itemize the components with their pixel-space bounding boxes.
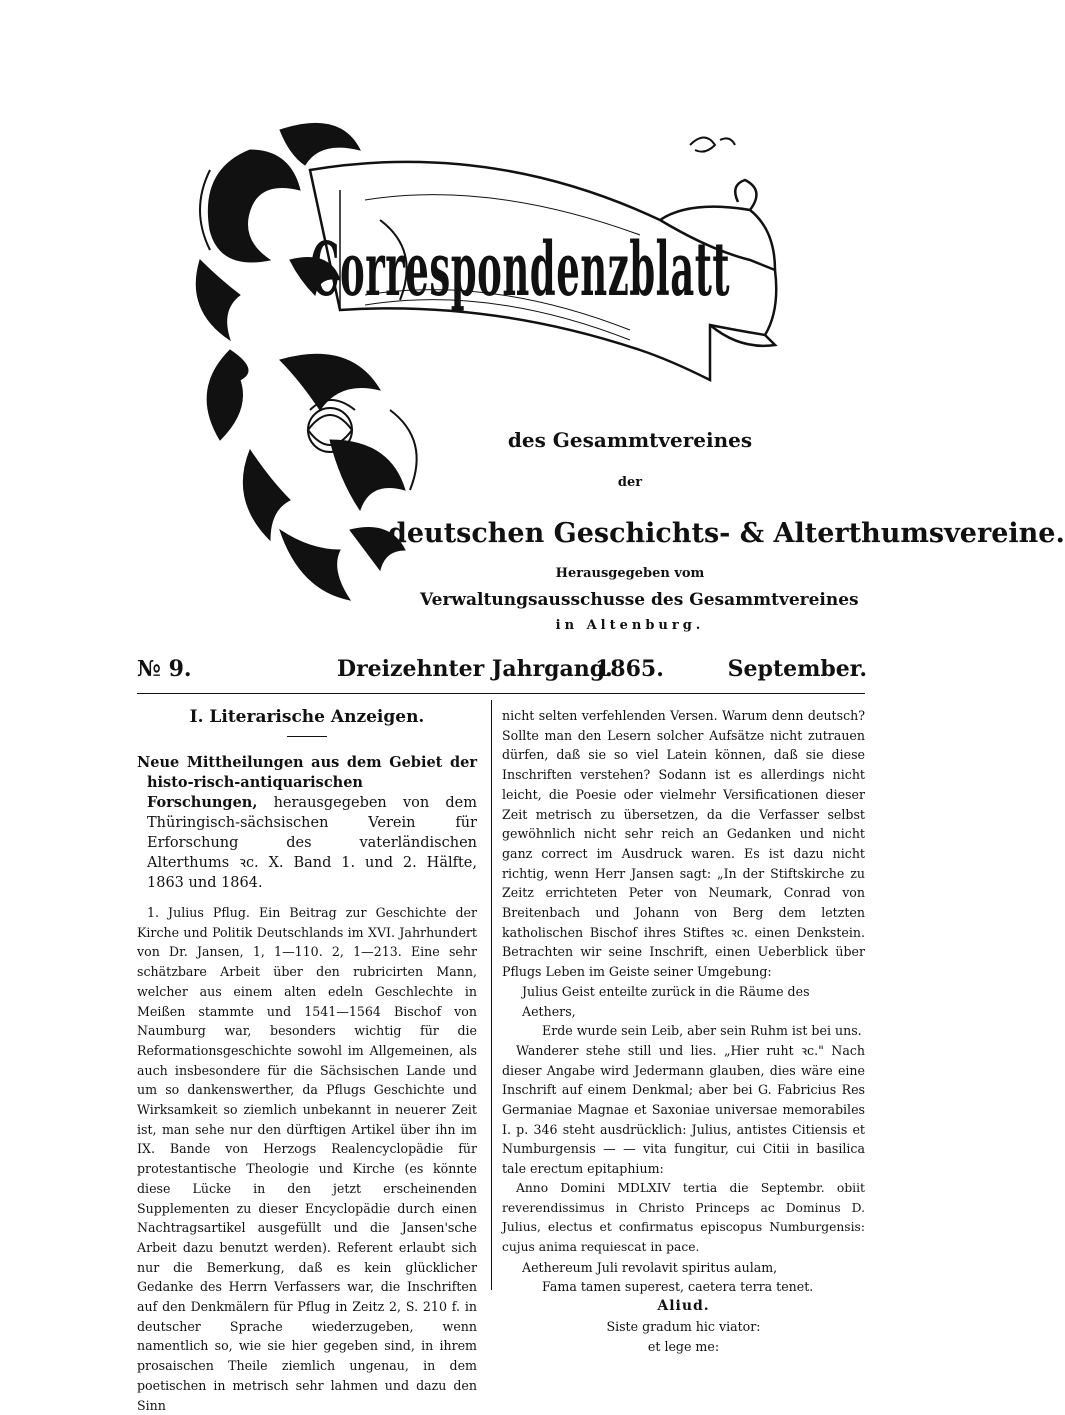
section-rule bbox=[287, 736, 327, 737]
section-heading: I. Literarische Anzeigen. bbox=[189, 707, 425, 727]
verse-line1: Julius Geist enteilte zurück in die Räume des Aethers, bbox=[522, 983, 810, 1019]
left-column bbox=[137, 706, 477, 1415]
review-title-bold: Neue Mittheilungen aus dem Gebiet der histo-risch-antiquarischen Forschungen, bbox=[137, 754, 477, 811]
issue-month: September. bbox=[727, 656, 867, 682]
right-paragraph2: Wanderer stehe still und lies. „Hier ruht ꝛc." Nach dieser Angabe wird Jedermann glauben, dies wäre eine Inschrift auf einem Denkmal; aber bei G. Fabricius Res Germaniae Magnae et Saxoniae universae memorabiles I. p. 346 steht ausdrücklich: Julius, antistes Citiensis et Numburgensis — — vita fungitur, cui Citii in basilica tale erectum epitaphium: bbox=[502, 1042, 865, 1177]
issue-year: 1865. bbox=[595, 656, 664, 682]
latin-epitaph: Anno Domini MDLXIV tertia die Septembr. obiit reverendissimus in Christo Princeps ac Dominus D. Julius, electus et confirmatus episcopus Numburgensis: cujus anima requiescat in pace. bbox=[502, 1180, 865, 1254]
review-title bbox=[137, 753, 477, 893]
aliud-heading: Aliud. bbox=[657, 1298, 710, 1315]
masthead-subtitle-line2: deutschen Geschichts- & Alterthumsvereine. bbox=[388, 518, 1065, 549]
header-rule bbox=[137, 693, 865, 694]
right-paragraph1: nicht selten verfehlenden Versen. Warum denn deutsch? Sollte man den Lesern solcher Aufsätze nicht zutrauen dürfen, daß sie so viel Latein können, daß sie diese Inschriften verstehen? Sodann ist es allerdings nicht leicht, die Poesie oder vielmehr Versificationen dieser Zeit metrisch zu übersetzen, da die Verfasser selbst gewöhnlich nicht sehr reich an Gedanken und nicht ganz correct im Ausdruck waren. Es ist dazu nicht richtig, wenn Herr Jansen sagt: „In der Stiftskirche zu Zeitz errichteten Peter von Neumark, Conrad von Breitenbach und Johann von Berg dem letzten katholischen Bischof ihres Stiftes ꝛc. einen Denkstein. Betrachten wir seine Inschrift, einen Ueberblick über Pflugs Leben im Geiste seiner Umgebung: bbox=[502, 708, 865, 980]
review-body: 1. Julius Pflug. Ein Beitrag zur Geschichte der Kirche und Politik Deutschlands im XVI. Jahrhundert von Dr. Jansen, 1, 1—110. 2, 1—213. Eine sehr schätzbare Arbeit über den rubricirten Mann, welcher aus einem alten edeln Geschlechte in Meißen stammte und 1541—1564 Bischof von Naumburg war, besonders wichtig für die Reformationsgeschichte sowohl im Allgemeinen, als auch insbesondere für die Sächsischen Lande und um so dankenswerther, da Pflugs Geschichte und Wirksamkeit so ziemlich unbekannt in neuerer Zeit ist, man sehe nur den dürftigen Artikel über ihn im IX. Bande von Herzogs Realencyclopädie für protestantische Theologie und Kirche (es könnte diese Lücke in den jetzt erscheinenden Supplementen zu dieser Encyclopädie durch einen Nachtragsartikel ausgefüllt und die Jansen'sche Arbeit dazu benutzt werden). Referent erlaubt sich nur die Bemerkung, daß es kein glücklicher Gedanke des Herrn Verfassers war, die Inschriften auf den Denkmälern für Pflug in Zeitz 2, S. 210 f. in deutscher Sprache wiederzugeben, wenn namentlich so, wie sie hier gegeben sind, in ihrem prosaischen Theile ziemlich ungenau, in dem poetischen in metrisch sehr lahmen und dazu den Sinn bbox=[137, 905, 477, 1413]
closing-line2: et lege me: bbox=[647, 1338, 720, 1354]
latin-verse2: Fama tamen superest, caetera terra tenet. bbox=[542, 1279, 814, 1295]
latin-verse1: Aethereum Juli revolavit spiritus aulam, bbox=[522, 1259, 778, 1275]
publisher-line1: Herausgegeben vom bbox=[555, 566, 705, 581]
issue-number: № 9. bbox=[137, 656, 192, 682]
right-column bbox=[502, 706, 865, 1356]
issue-volume: Dreizehnter Jahrgang. bbox=[337, 656, 613, 682]
closing-line1: Siste gradum hic viator: bbox=[606, 1318, 761, 1334]
publisher-line2: Verwaltungsausschusse des Gesammtvereines bbox=[420, 590, 859, 610]
column-divider bbox=[491, 700, 492, 1290]
masthead-title: Correspondenzblatt bbox=[310, 227, 730, 313]
masthead-subtitle-line1: des Gesammtvereines bbox=[507, 428, 753, 452]
review-title-rest: herausgegeben von dem Thüringisch-sächsischen Verein für Erforschung des vaterländischen Alterthums ꝛc. X. Band 1. und 2. Hälfte, 1863 und 1864. bbox=[147, 795, 477, 891]
publisher-line3: in Altenburg. bbox=[555, 618, 705, 633]
verse-line2: Erde wurde sein Leib, aber sein Ruhm ist bei uns. bbox=[542, 1023, 862, 1039]
masthead-subtitle-der: der bbox=[617, 475, 643, 490]
issue-bar bbox=[137, 656, 867, 688]
